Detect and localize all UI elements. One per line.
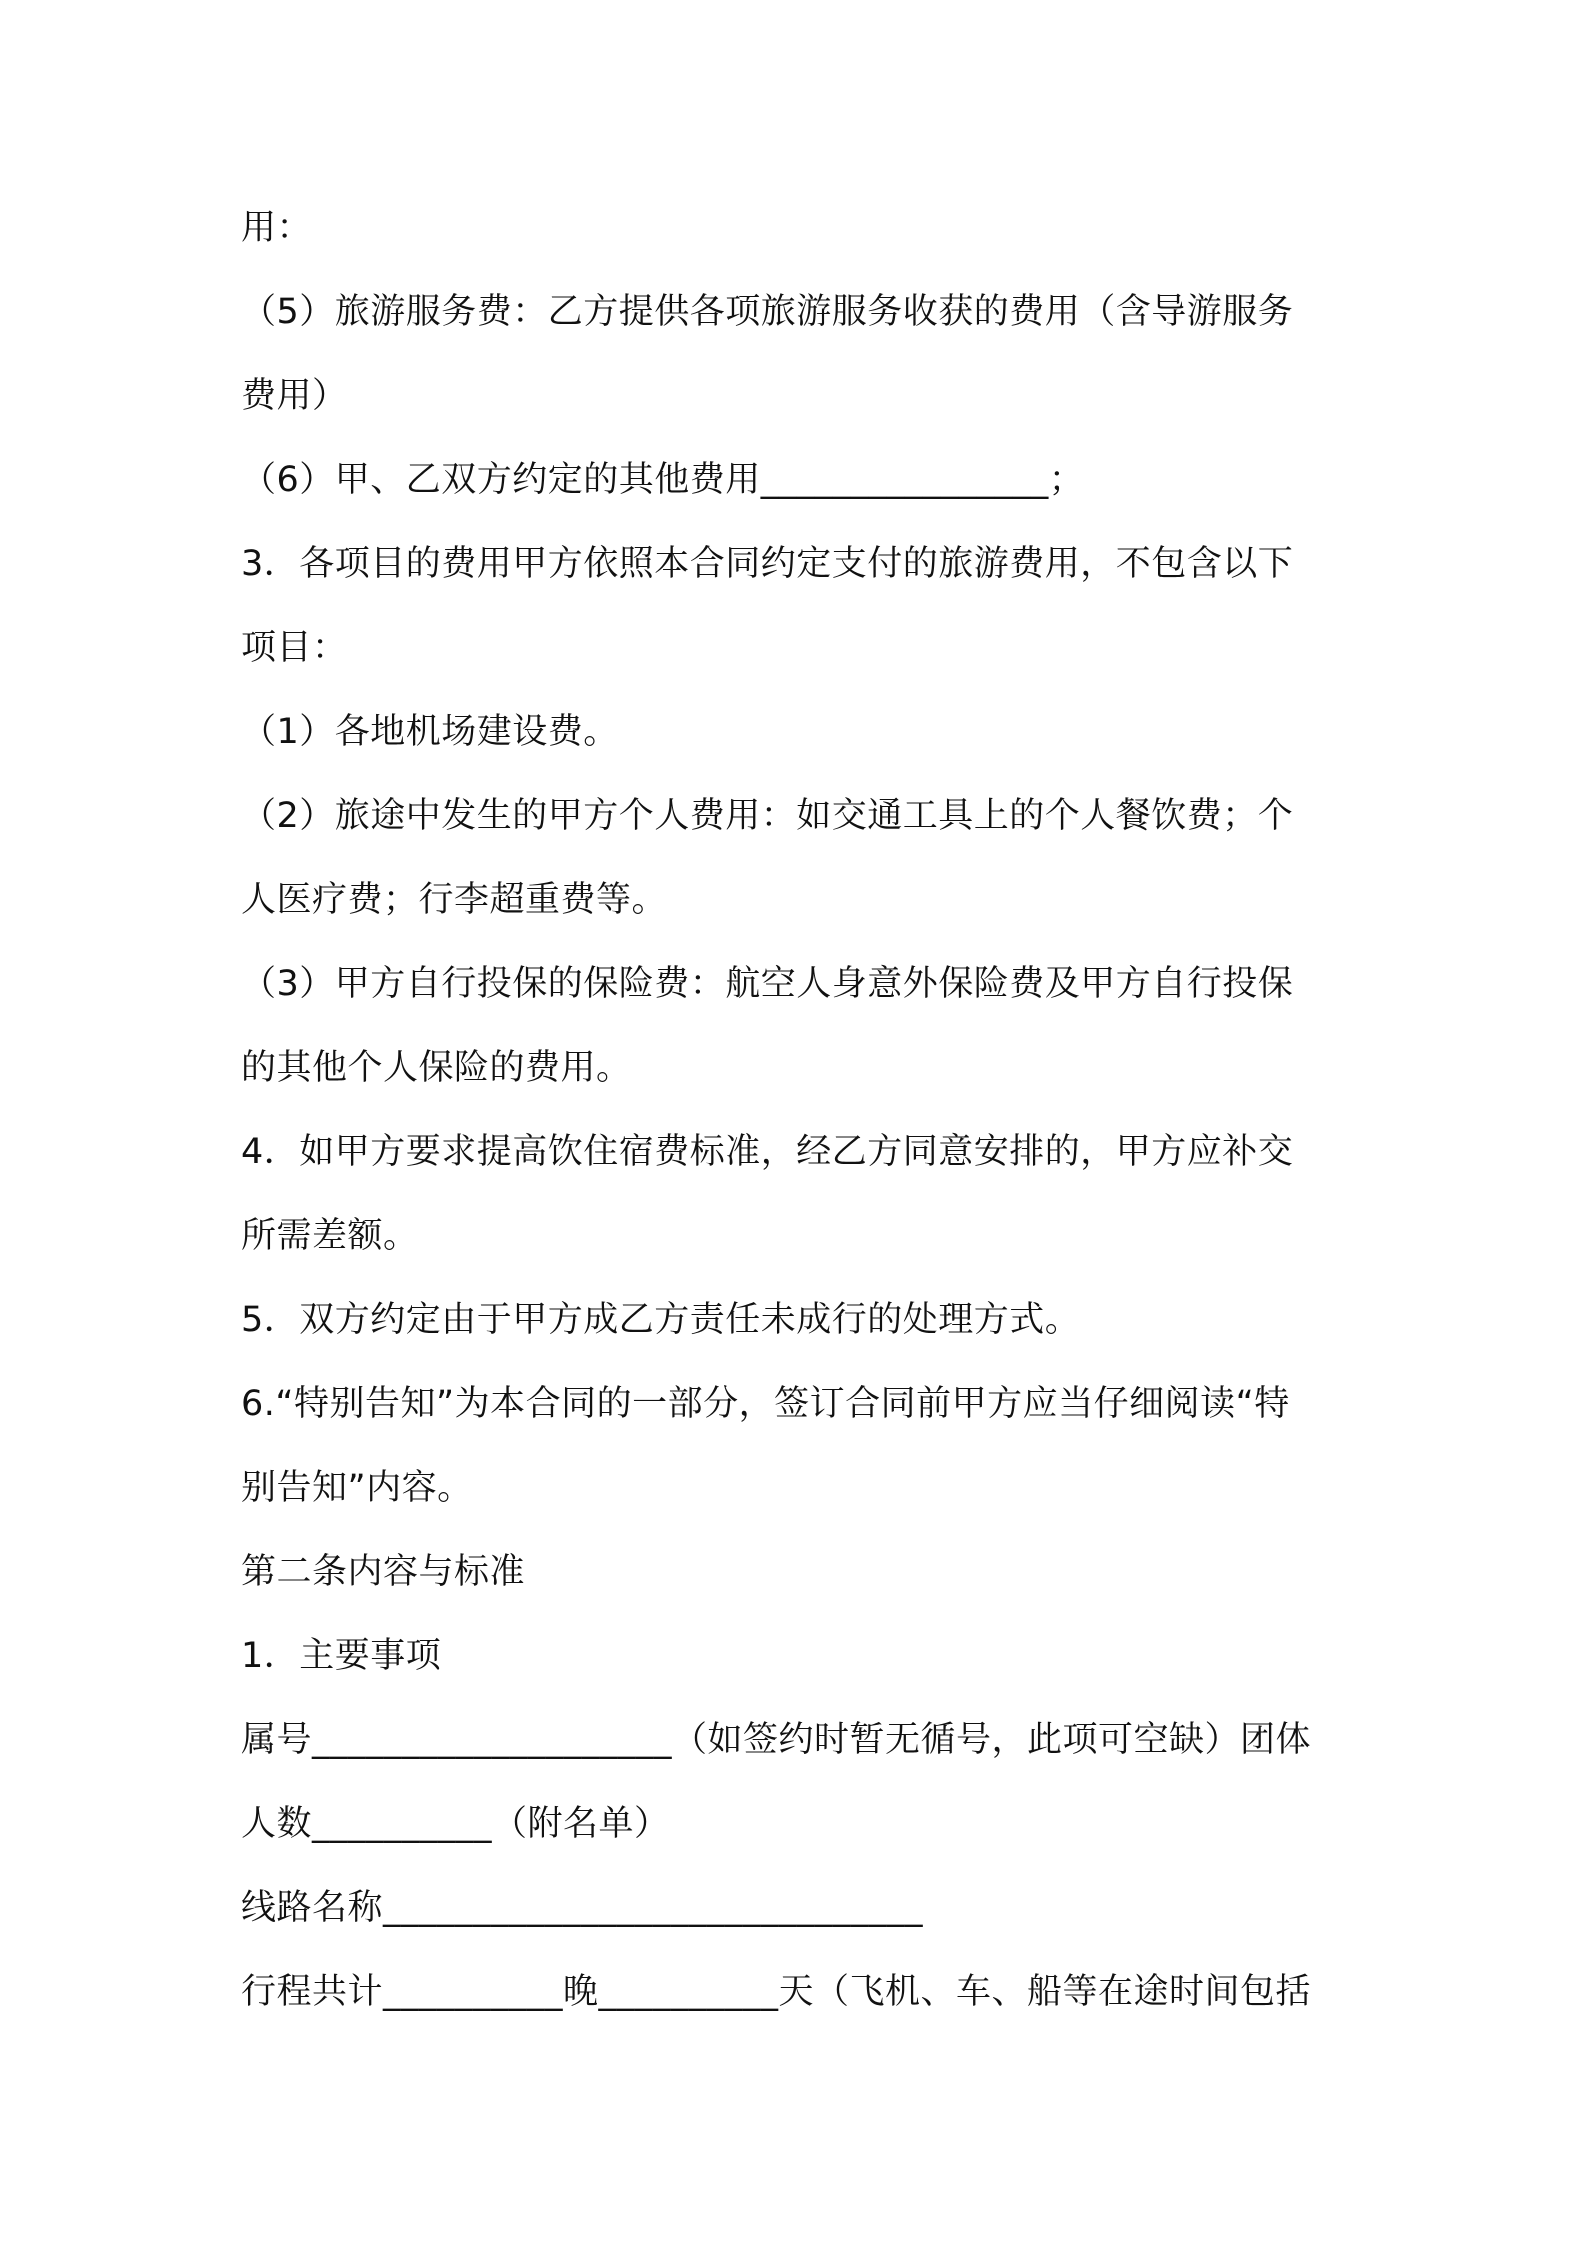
text-line: 别告知”内容。 [241,1468,473,1508]
text-line: 用： [241,208,313,248]
text-line: 项目： [241,628,348,668]
text-line: 4．如甲方要求提高饮住宿费标准，经乙方同意安排的，甲方应补交 [241,1132,1294,1172]
text-line: （5）旅游服务费：乙方提供各项旅游服务收获的费用（含导游服务 [241,292,1294,332]
text-line: 的其他个人保险的费用。 [241,1048,632,1088]
text-line: 所需差额。 [241,1216,419,1256]
text-line: 3．各项目的费用甲方依照本合同约定支付的旅游费用，不包含以下 [241,544,1294,584]
text-line: 行程共计__________晚__________天（飞机、车、船等在途时间包括 [241,1972,1312,2012]
text-line: 5．双方约定由于甲方成乙方责任未成行的处理方式。 [241,1300,1081,1340]
text-line: 费用） [241,376,348,416]
text-line: 人医疗费；行李超重费等。 [241,880,668,920]
text-line: 6.“特别告知”为本合同的一部分，签订合同前甲方应当仔细阅读“特 [241,1384,1290,1424]
text-line: （2）旅途中发生的甲方个人费用：如交通工具上的个人餐饮费；个 [241,796,1294,836]
text-line: 线路名称______________________________ [241,1888,924,1928]
text-line: （6）甲、乙双方约定的其他费用________________； [241,460,1085,500]
text-line: （3）甲方自行投保的保险费：航空人身意外保险费及甲方自行投保 [241,964,1294,1004]
text-line: 1．主要事项 [241,1636,442,1676]
text-line: 属号____________________（如签约时暂无循号，此项可空缺）团体 [241,1720,1312,1760]
text-line: 人数__________（附名单） [241,1804,670,1844]
section-heading: 第二条内容与标准 [241,1552,526,1592]
text-line: （1）各地机场建设费。 [241,712,619,752]
